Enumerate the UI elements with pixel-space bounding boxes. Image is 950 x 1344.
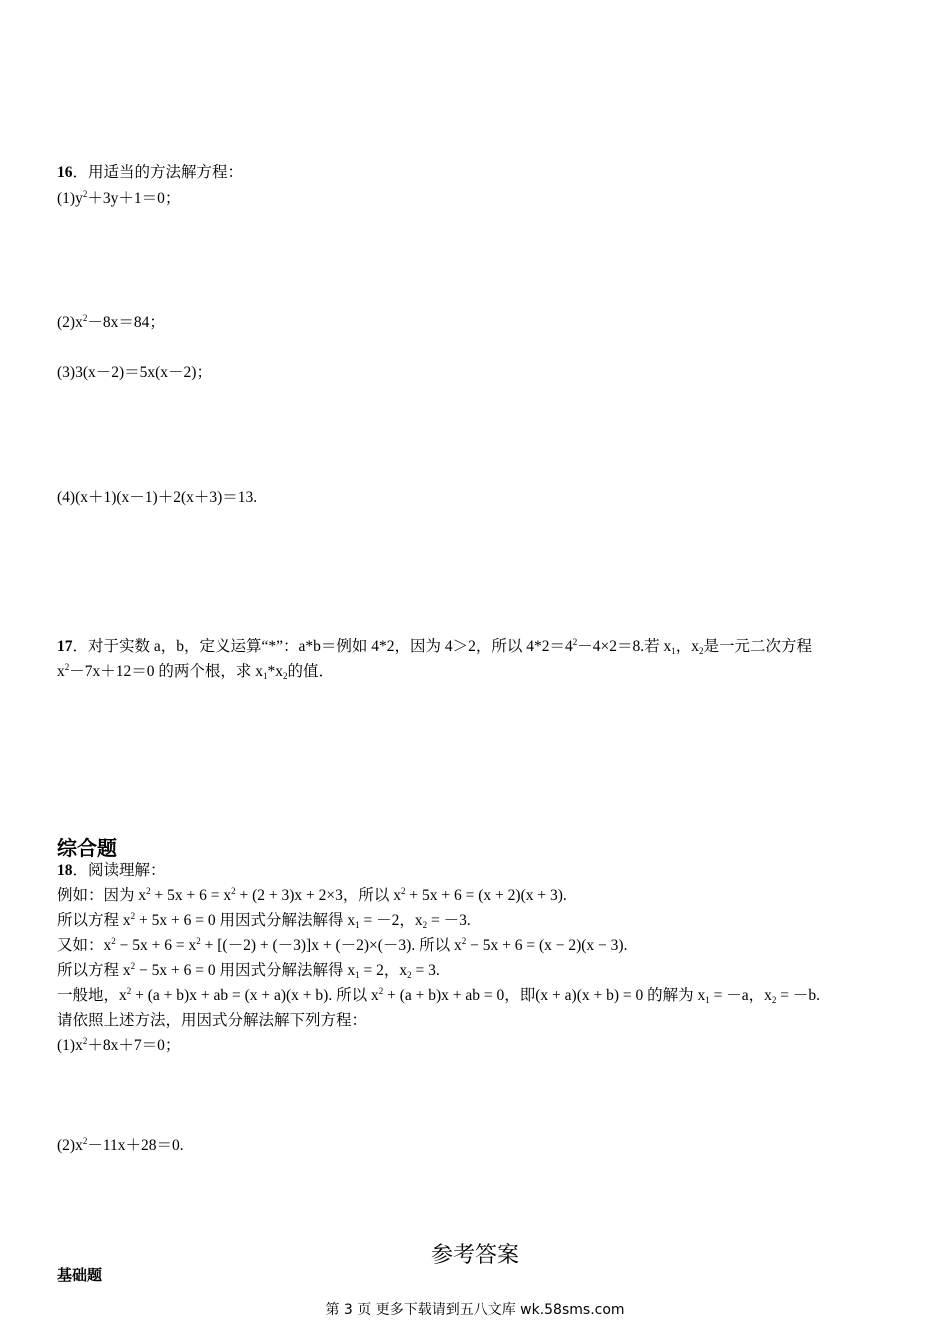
q16-part3: (3)3(x－2)＝5x(x－2)； bbox=[57, 364, 212, 381]
q17-line1: 17．对于实数 a，b，定义运算“*”：a*b＝例如 4*2，因为 4＞2，所以 $4*2=4^2-4\times 2=8$.若 $x_1$，$x_2$是一元二次方程 bbox=[57, 637, 813, 656]
q18-instruction: 请依照上述方法，用因式分解法解下列方程： bbox=[57, 1012, 368, 1029]
q18-part2: $(2)x^2-11x+28=0$. bbox=[57, 1136, 184, 1154]
q18-part1: $(1)x^2+8x+7=0$； bbox=[57, 1036, 181, 1054]
page-footer: 第 3 页 更多下载请到五八文库 wk.58sms.com bbox=[325, 1302, 625, 1318]
q17-number: 17 bbox=[57, 638, 73, 655]
section-title: 综合题 bbox=[57, 836, 117, 860]
q16-number: 16 bbox=[57, 164, 73, 181]
q18-example1: 例如：因为 $x^2 + 5x + 6 = x^2 + (2 + 3)x + 2\times 3$，所以 $x^2 + 5x + 6 = (x + 2)(x + 3)$. bbox=[57, 886, 567, 904]
q18-example2-solution: 所以方程 $x^2 - 5x + 6 = 0$ 用因式分解法解得 $x_1 = 2$，$x_2 = 3$. bbox=[57, 961, 440, 980]
basic-section-title: 基础题 bbox=[57, 1266, 103, 1284]
q18-general: 一般地，$x^2 + (a + b)x$ + ab = (x + a)(x + b). 所以 $x^2 + (a + b)x$ + ab = 0，即(x + a)(x + b) = 0 的解为 $x_1 = -a$，$x_2 = -b$. bbox=[57, 986, 821, 1005]
q18-number: 18 bbox=[57, 862, 73, 879]
q17-line2: $x^2-7x+12=0$ 的两个根，求 $x_1*x_2$的值． bbox=[57, 662, 335, 681]
q16-part4: (4)(x＋1)(x－1)＋2(x＋3)＝13. bbox=[57, 489, 258, 506]
q18-example2: 又如：$x^2 - 5x + 6 = x^2 + [(-2) + (-3)]x + (-2)\times(-3)$. 所以 $x^2 - 5x + 6 = (x - 2)(x - 3)$. bbox=[57, 936, 628, 954]
q18-stem: 18．阅读理解： bbox=[57, 862, 166, 879]
answers-title: 参考答案 bbox=[430, 1243, 519, 1268]
q16-stem: 16．用适当的方法解方程： bbox=[57, 164, 244, 181]
q16-part2: $(2)x^2-8x=84$； bbox=[57, 313, 165, 331]
q16-part1: $(1)y^2+3y+1=0$； bbox=[57, 189, 181, 207]
q18-example1-solution: 所以方程 $x^2 + 5x + 6 = 0$ 用因式分解法解得 $x_1 = -2$，$x_2 = -3$. bbox=[57, 911, 471, 930]
